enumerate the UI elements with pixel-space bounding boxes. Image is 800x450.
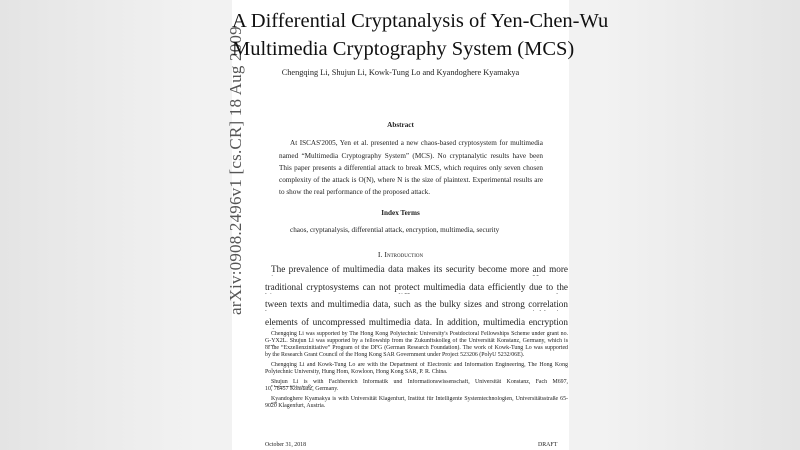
intro-line: tween texts and multimedia data, such as the bulky sizes and strong correlation — [265, 299, 568, 309]
abstract-heading: Abstract — [387, 121, 414, 129]
intro-line: The prevalence of multimedia data makes its security become more and more — [271, 264, 568, 274]
arxiv-stamp: arXiv:0908.2496v1 [cs.CR] 18 Aug 2009 — [226, 26, 245, 315]
footnote-line: 9020 Klagenfurt, Austria. — [265, 403, 326, 409]
footnote-line: Chengqing Li and Kowk-Tung Lo are with the Department of Electronic and Information Engineering, The Hong Kong — [271, 362, 568, 368]
footnote-line: Shujun Li is with Fachbereich Informatik und Informationswissenschaft, Universität Konstanz, Fach M697, — [271, 379, 568, 385]
abstract-line: to show the real performance of the proposed attack. — [279, 188, 431, 196]
footer-date: October 31, 2018 — [265, 442, 307, 448]
abstract-line: This paper presents a differential attack to break MCS, which requires only seven chosen — [279, 164, 543, 172]
abstract-line: complexity of the attack is O(N), where N is the size of plaintext. Experimental results are — [279, 176, 543, 184]
footnote-line: 10, 78457 Konstanz, Germany. — [265, 386, 339, 392]
intro-line: traditional cryptosystems can not protect multimedia data efficiently due to the — [265, 282, 568, 292]
intro-line: elements of uncompressed multimedia data. In addition, multimedia encryption — [265, 317, 568, 327]
title-line-1: A Differential Cryptanalysis of Yen-Chen-Wu — [232, 10, 609, 32]
footnote-line: by the Research Grant Council of the Hong Kong SAR Government under Project 523206 (PolyU 5232/06E). — [265, 352, 525, 358]
footnote-line: Kyandoghere Kyamakya is with Universität Klagenfurt, Institut für Intelligente Systemtechnologien, Universitätsstraße 65- — [271, 396, 568, 402]
index-terms-heading: Index Terms — [381, 209, 420, 217]
abstract-line: At ISCAS'2005, Yen et al. presented a new chaos-based cryptosystem for multimedia — [290, 139, 543, 147]
index-terms: chaos, cryptanalysis, differential attack, encryption, multimedia, security — [290, 226, 500, 234]
footnote-line: Chengqing Li was supported by The Hong Kong Polytechnic University's Postdoctoral Fellowships Scheme under grant no. — [271, 331, 568, 337]
title-line-2: Multimedia Cryptography System (MCS) — [232, 38, 575, 60]
section-heading: I. Introduction — [377, 250, 424, 259]
footnote-line: Polytechnic University, Hung Hom, Kowloon, Hong Kong SAR, P. R. China. — [265, 369, 448, 375]
authors: Chengqing Li, Shujun Li, Kowk-Tung Lo and Kyandoghere Kyamakya — [281, 68, 520, 77]
footnote-line: G-YX2L. Shujun Li was supported by a fellowship from the Zukunftskolleg of the Universität Konstanz, Germany, which is — [265, 338, 568, 344]
footnote-line: of the “Exzellenzinitiative” Program of the DFG (German Research Foundation). The work of Kowk-Tung Lo was supported — [265, 345, 568, 351]
footer-draft: DRAFT — [538, 442, 558, 448]
abstract-line: named “Multimedia Cryptography System” (MCS). No cryptanalytic results have been — [279, 152, 543, 160]
